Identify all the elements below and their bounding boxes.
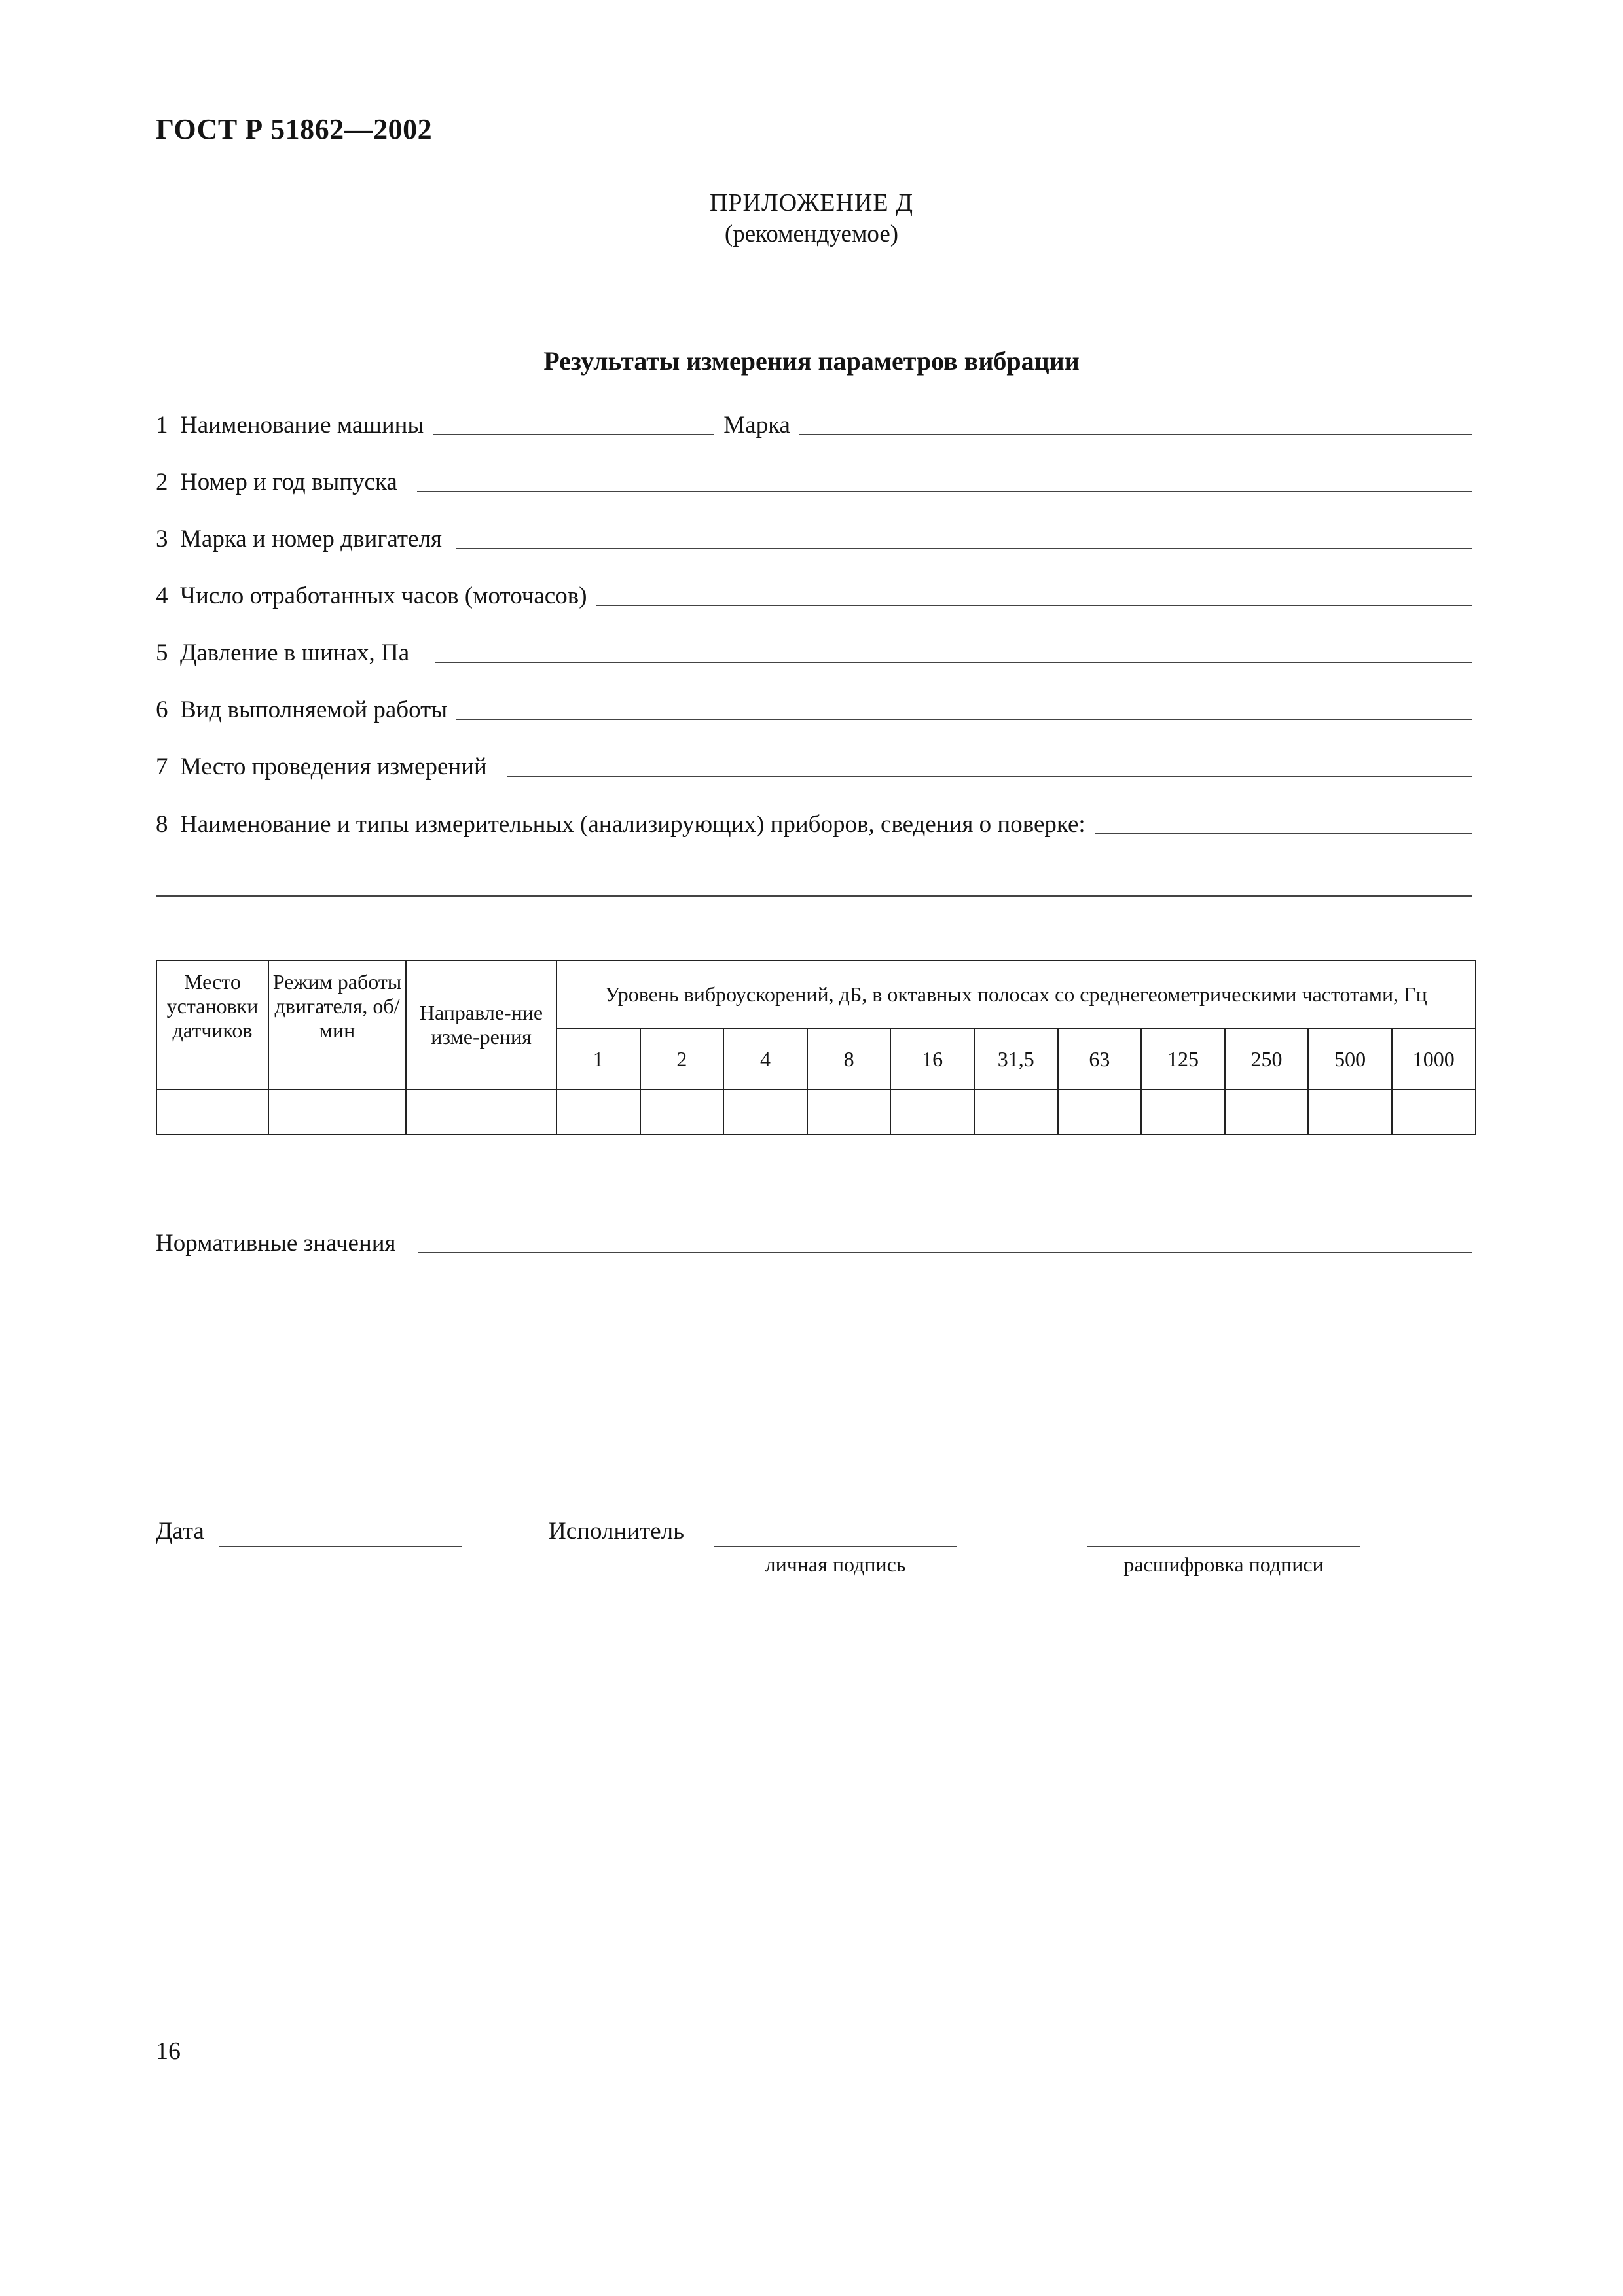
freq-63: 63	[1058, 1028, 1142, 1090]
table-cell[interactable]	[1308, 1090, 1392, 1134]
field-instruments	[156, 805, 1472, 836]
field-label: 5 Давление в шинах, Па	[156, 639, 410, 666]
field-number-year	[156, 463, 1472, 494]
instruments-blank[interactable]	[1095, 833, 1472, 834]
form-title: Результаты измерения параметров вибрации	[543, 346, 1080, 376]
brand-blank[interactable]	[799, 434, 1472, 435]
location-blank[interactable]	[507, 776, 1472, 777]
field-label: 4 Число отработанных часов (моточасов)	[156, 583, 587, 609]
col-header-mode: Режим работы двигателя, об/мин	[268, 960, 406, 1090]
results-table	[156, 960, 1476, 1135]
table-header-row	[156, 960, 1476, 1028]
freq-31-5: 31,5	[974, 1028, 1058, 1090]
number-year-blank[interactable]	[417, 491, 1472, 492]
field-label: 8 Наименование и типы измерительных (анализирующих) приборов, сведения о поверке:	[156, 811, 1085, 838]
engine-blank[interactable]	[456, 548, 1472, 549]
personal-signature-caption: личная подпись	[765, 1552, 906, 1576]
table-cell[interactable]	[974, 1090, 1058, 1134]
freq-8: 8	[807, 1028, 891, 1090]
table-cell[interactable]	[723, 1090, 807, 1134]
hours-blank[interactable]	[596, 605, 1472, 606]
signature-decoding-caption: расшифровка подписи	[1123, 1552, 1324, 1576]
appendix-label: ПРИЛОЖЕНИЕ Д	[709, 189, 914, 217]
signature-decoding-blank[interactable]	[1087, 1546, 1360, 1547]
executor-label: Исполнитель	[549, 1518, 684, 1545]
col-header-levels: Уровень виброускорений, дБ, в октавных полосах со среднегеометрическими частотами, Гц	[556, 960, 1476, 1028]
table-cell[interactable]	[1058, 1090, 1142, 1134]
freq-4: 4	[723, 1028, 807, 1090]
field-label: 1 Наименование машины	[156, 412, 424, 439]
freq-125: 125	[1141, 1028, 1225, 1090]
normative-blank[interactable]	[418, 1252, 1472, 1253]
field-engine	[156, 520, 1472, 551]
tire-pressure-blank[interactable]	[435, 662, 1472, 663]
table-cell[interactable]	[640, 1090, 724, 1134]
table-cell[interactable]	[890, 1090, 974, 1134]
table-cell[interactable]	[406, 1090, 556, 1134]
table-cell[interactable]	[156, 1090, 268, 1134]
freq-500: 500	[1308, 1028, 1392, 1090]
standard-code: ГОСТ Р 51862—2002	[156, 113, 433, 145]
page-number: 16	[156, 2037, 181, 2065]
date-label: Дата	[156, 1518, 204, 1545]
col-header-direction: Направле-ние изме-рения	[406, 960, 556, 1090]
table-cell[interactable]	[556, 1090, 640, 1134]
freq-1000: 1000	[1392, 1028, 1476, 1090]
field-normative	[156, 1224, 1472, 1255]
table-cell[interactable]	[1392, 1090, 1476, 1134]
field-label: 6 Вид выполняемой работы	[156, 696, 448, 723]
field-label: 3 Марка и номер двигателя	[156, 526, 442, 552]
field-label: 2 Номер и год выпуска	[156, 469, 397, 495]
freq-16: 16	[890, 1028, 974, 1090]
field-label: 7 Место проведения измерений	[156, 753, 487, 780]
table-cell[interactable]	[1141, 1090, 1225, 1134]
field-hours	[156, 577, 1472, 608]
freq-1: 1	[556, 1028, 640, 1090]
col-header-location: Место установки датчиков	[156, 960, 268, 1090]
table-cell[interactable]	[1225, 1090, 1309, 1134]
normative-label: Нормативные значения	[156, 1230, 396, 1257]
freq-250: 250	[1225, 1028, 1309, 1090]
field-location	[156, 747, 1472, 779]
instruments-blank-continued[interactable]	[156, 895, 1472, 897]
work-type-blank[interactable]	[456, 719, 1472, 720]
appendix-note: (рекомендуемое)	[724, 221, 899, 247]
table-cell[interactable]	[268, 1090, 406, 1134]
freq-2: 2	[640, 1028, 724, 1090]
table-cell[interactable]	[807, 1090, 891, 1134]
field-label-brand: Марка	[723, 412, 790, 439]
date-blank[interactable]	[219, 1546, 462, 1547]
field-tire-pressure	[156, 634, 1472, 665]
field-work-type	[156, 691, 1472, 722]
table-row	[156, 1090, 1476, 1134]
personal-signature-blank[interactable]	[714, 1546, 957, 1547]
machine-name-blank[interactable]	[433, 434, 714, 435]
field-machine-name	[156, 406, 1472, 437]
